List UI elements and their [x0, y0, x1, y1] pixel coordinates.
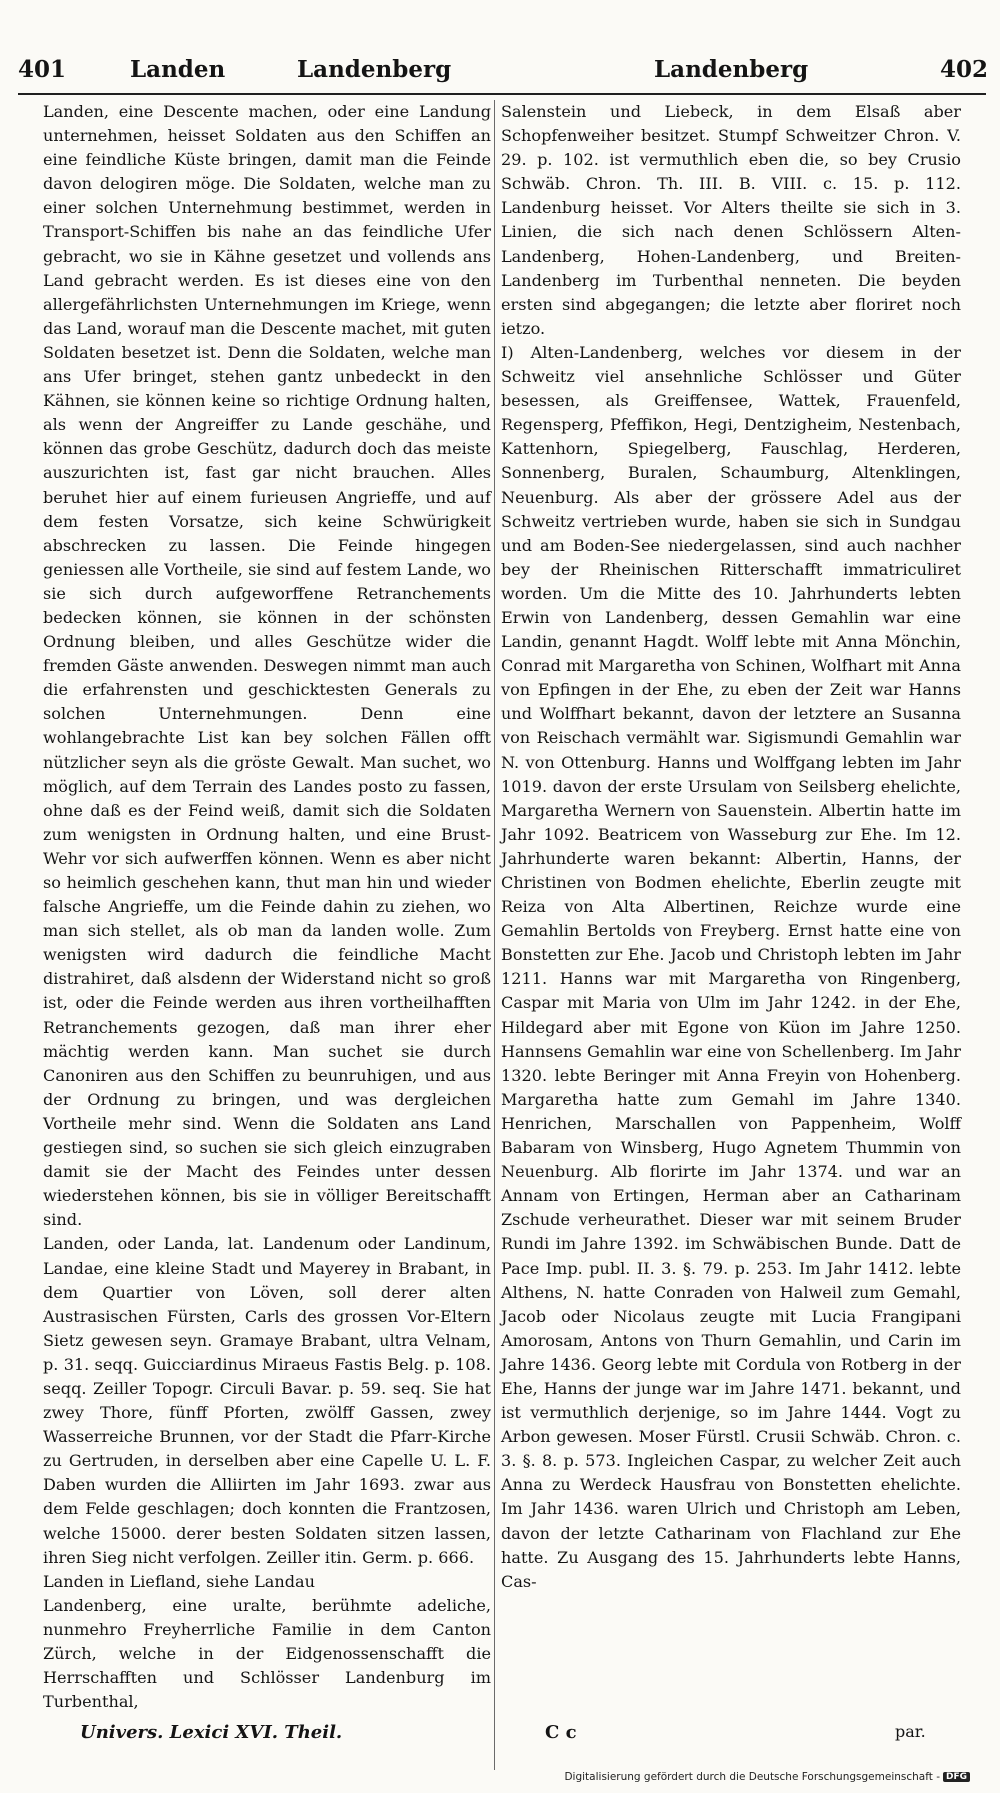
- entry-landenberg-start: Landenberg, eine uralte, berühmte adeliche, nunmehro Freyherrliche Familie in dem Canton Zürch, welche in der Eidgenossenschafft die Herrschafften und Schlösser Landenburg im Turbenthal,: [43, 1595, 491, 1712]
- page-number-left: 401: [18, 56, 67, 83]
- right-column: [501, 100, 961, 1594]
- digitization-credit: [564, 1771, 970, 1783]
- column-divider: [494, 100, 495, 1770]
- header-lemma-right: Landenberg: [654, 56, 809, 83]
- entry-landenberg-cont: Salenstein und Liebeck, in dem Elsaß aber Schopfenweiher besitzet. Stumpf Schweitzer Chron. V. 29. p. 102. ist vermuthlich eben die, so bey Crusio Schwäb. Chron. Th. III. B. VIII. c. 15. p. 112. Landenburg heisset. Vor Alters theilte sie sich in 3. Linien, die sich nach denen Schlössern Alten-Landenberg, Hohen-Landenberg, und Breiten-Landenberg im Turbenthal nenneten. Die beyden ersten sind abgegangen; die letzte aber floriret noch ietzo.: [501, 102, 961, 338]
- header-catchword-left: Landen: [130, 56, 226, 83]
- running-header: [18, 56, 988, 92]
- left-column: [43, 100, 491, 1714]
- header-lemma-left: Landenberg: [297, 56, 452, 83]
- dfg-logo: DFG: [943, 1772, 970, 1782]
- entry-landen-liefland: Landen in Liefland, siehe Landau: [43, 1571, 316, 1591]
- entry-alten-landenberg: I) Alten-Landenberg, welches vor diesem in der Schweitz viel ansehnliche Schlösser und Güter besessen, als Greiffensee, Wattek, Frauenfeld, Regensperg, Pfeffikon, Hegi, Dentzigheim, Nestenbach, Kattenhorn, Spiegelberg, Fauschlag, Herderen, Sonnenberg, Buralen, Schaumburg, Altenklingen, Neuenburg. Als aber der grössere Adel aus der Schweitz vertrieben wurde, haben sie sich in Sundgau und am Boden-See niedergelassen, sind auch nachher bey der Rheinischen Ritterschafft immatriculiret worden. Um die Mitte des 10. Jahrhunderts lebten Erwin von Landenberg, dessen Gemahlin war eine Landin, genannt Hagdt. Wolff lebte mit Anna Mönchin, Conrad mit Margaretha von Schinen, Wolfhart mit Anna von Epfingen in der Ehe, zu eben der Zeit war Hanns und Wolffhart bekannt, davon der letztere an Susanna von Reischach vermählt war. Sigismundi Gemahlin war N. von Ottenburg. Hanns und Wolffgang lebten im Jahr 1019. davon der erste Ursulam von Seilsberg ehelichte, Margaretha Wernern von Sauenstein. Albertin hatte im Jahr 1092. Beatricem von Wasseburg zur Ehe. Im 12. Jahrhunderte waren bekannt: Albertin, Hanns, der Christinen von Bodmen ehelichte, Eberlin zeugte mit Reiza von Alta Albertinen, Reichze wurde eine Gemahlin Bertolds von Freyberg. Ernst hatte eine von Bonstetten zur Ehe. Jacob und Christoph lebten im Jahr 1211. Hanns war mit Margaretha von Ringenberg, Caspar mit Maria von Ulm im Jahr 1242. in der Ehe, Hildegard aber mit Egone von Küon im Jahre 1250. Hannsens Gemahlin war eine von Schellenberg. Im Jahr 1320. lebte Beringer mit Anna Freyin von Hohenberg. Margaretha hatte zum Gemahl im Jahre 1340. Henrichen, Marschallen von Pappenheim, Wolff Babaram von Winsberg, Hugo Agnetem Thummin von Neuenburg. Alb florirte im Jahr 1374. und war an Annam von Ertingen, Herman aber an Catharinam Zschude verheurathet. Dieser war mit seinem Bruder Rundi im Jahre 1392. im Schwäbischen Bunde. Datt de Pace Imp. publ. II. 3. §. 79. p. 253. Im Jahr 1412. lebte Althens, N. hatte Conraden von Halweil zum Gemahl, Jacob oder Nicolaus zeugte mit Lucia Frangipani Amorosam, Antons von Thurn Gemahlin, und Carin im Jahre 1436. Georg lebte mit Cordula von Rotberg in der Ehe, Hanns der junge war im Jahre 1471. bekannt, und ist vermuthlich derjenige, so im Jahre 1444. Vogt zu Arbon gewesen. Moser Fürstl. Crusii Schwäb. Chron. c. 3. §. 8. p. 573. Ingleichen Caspar, zu welcher Zeit auch Anna zu Werdeck Hausfrau von Bonstetten ehelichte. Im Jahr 1436. waren Ulrich und Christoph am Leben, davon der letzte Catharinam von Flachland zur Ehe hatte. Zu Ausgang des 15. Jahrhunderts lebte Hanns, Cas-: [501, 342, 961, 1591]
- entry-landen-town: Landen, oder Landa, lat. Landenum oder Landinum, Landae, eine kleine Stadt und Mayerey in Brabant, in dem Quartier von Löven, soll derer alten Austrasischen Fürsten, Carls des grossen Vor-Eltern Sietz gewesen seyn. Gramaye Brabant, ultra Velnam, p. 31. seqq. Guicciardinus Miraeus Fastis Belg. p. 108. seqq. Zeiller Topogr. Circuli Bavar. p. 59. seq. Sie hat zwey Thore, fünff Pforten, zwölff Gassen, zwey Wasserreiche Brunnen, vor der Stadt die Pfarr-Kirche zu Gertruden, in derselben aber eine Capelle U. L. F. Daben wurden die Alliirten im Jahr 1693. zwar aus dem Felde geschlagen; doch konnten die Frantzosen, welche 15000. derer besten Soldaten sitzen lassen, ihren Sieg nicht verfolgen. Zeiller itin. Germ. p. 666.: [43, 1234, 491, 1567]
- header-rule: [18, 93, 986, 95]
- entry-landen-descente: Landen, eine Descente machen, oder eine Landung unternehmen, heisset Soldaten aus den Schiffen an eine feindliche Küste bringen, damit man die Feinde davon delogiren möge. Die Soldaten, welche man zu einer solchen Unternehmung bestimmet, werden in Transport-Schiffen bis nahe an das feindliche Ufer gebracht, wo sie in Kähne gesetzet und vollends ans Land gebracht werden. Es ist dieses eine von den allergefährlichsten Unternehmungen im Kriege, wenn das Land, worauf man die Descente machet, mit guten Soldaten besetzet ist. Denn die Soldaten, welche man ans Ufer bringet, stehen gantz unbedeckt in den Kähnen, sie können keine so richtige Ordnung halten, als wenn der Angreiffer zu Lande geschähe, und können das grobe Geschütz, dadurch doch das meiste auszurichten ist, fast gar nicht brauchen. Alles beruhet hier auf einem furieusen Angrieffe, und auf dem festen Vorsatze, sich keine Schwürigkeit abschrecken zu lassen. Die Feinde hingegen geniessen alle Vortheile, sie sind auf festem Lande, wo sie sich durch aufgeworffene Retranchements bedecken können, sie können in der schönsten Ordnung bleiben, und alles Geschütze wider die fremden Gäste anwenden. Deswegen nimmt man auch die erfahrensten und geschicktesten Generals zu solchen Unternehmungen. Denn eine wohlangebrachte List kan bey solchen Fällen offt nützlicher seyn als die gröste Gewalt. Man suchet, wo möglich, auf dem Terrain des Landes posto zu fassen, ohne daß es der Feind weiß, damit sich die Soldaten zum wenigsten in Ordnung halten, und eine Brust-Wehr vor sich aufwerffen können. Wenn es aber nicht so heimlich geschehen kann, thut man hin und wieder falsche Angrieffe, um die Feinde dahin zu ziehen, wo man sich stellet, als ob man da landen wolle. Zum wenigsten wird dadurch die feindliche Macht distrahiret, daß alsdenn der Widerstand nicht so groß ist, oder die Feinde werden aus ihren vortheilhafften Retranchements gezogen, daß man ihrer eher mächtig werden kann. Man suchet sie durch Canoniren aus den Schiffen zu beunruhigen, und aus der Ordnung zu bringen, und was dergleichen Vortheile mehr sind. Wenn die Soldaten ans Land gestiegen sind, so suchen sie sich gleich einzugraben damit sie der Macht des Feindes unter dessen wiederstehen können, bis sie in völliger Bereitschafft sind.: [43, 102, 491, 1230]
- catchword: par.: [895, 1722, 926, 1741]
- signature-mark: C c: [545, 1722, 577, 1743]
- credit-text: Digitalisierung gefördert durch die Deutsche Forschungsgemeinschaft -: [564, 1771, 940, 1783]
- page-number-right: 402: [939, 56, 988, 83]
- signature-line: Univers. Lexici XVI. Theil.: [80, 1722, 343, 1743]
